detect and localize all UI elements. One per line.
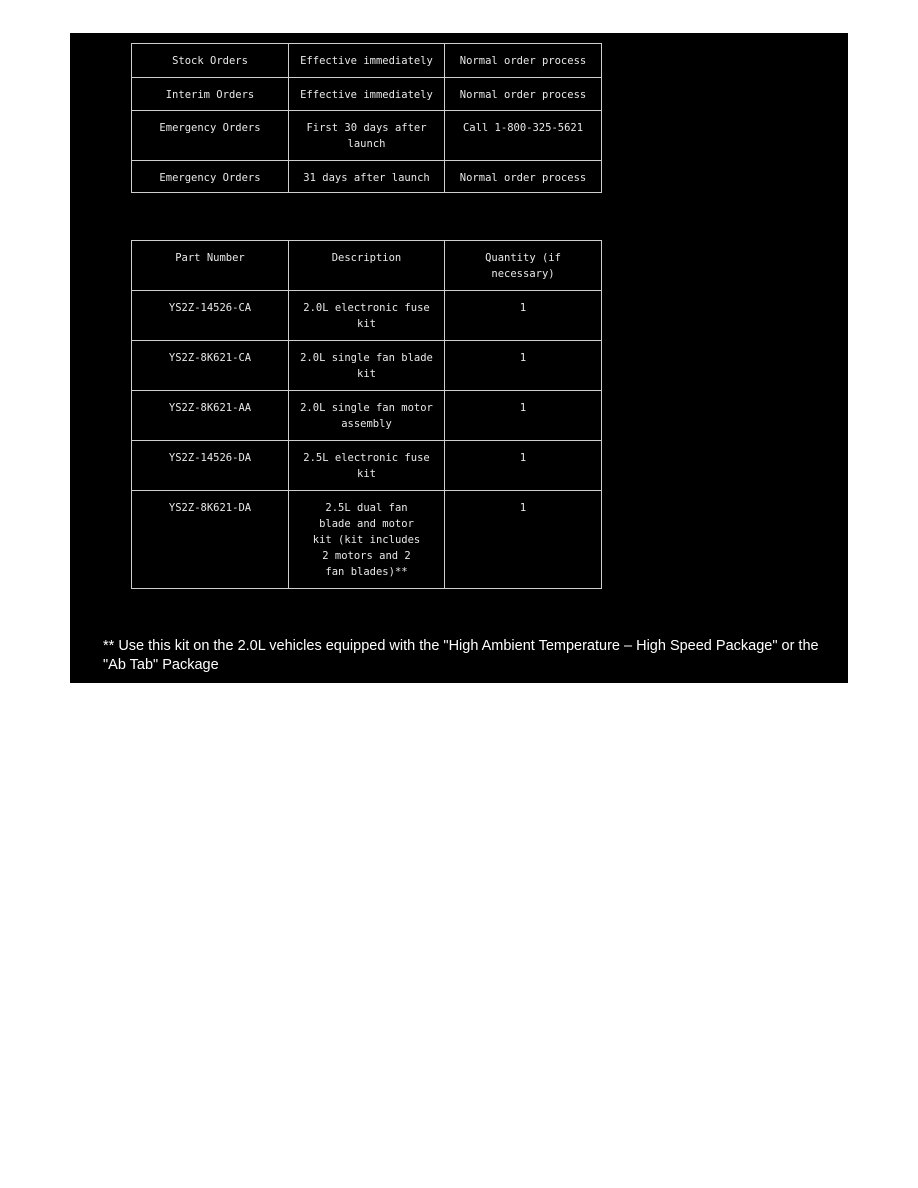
description-cell: 2.0L single fan motor assembly — [289, 391, 445, 441]
order-process-table — [131, 43, 602, 193]
description-cell: 2.5L electronic fuse kit — [289, 441, 445, 491]
table-row — [132, 291, 602, 341]
column-header-quantity: Quantity (if necessary) — [445, 241, 602, 291]
effective-cell: 31 days after launch — [289, 161, 445, 193]
part-number-cell: YS2Z-8K621-AA — [132, 391, 289, 441]
quantity-cell: 1 — [445, 391, 602, 441]
order-type-cell: Stock Orders — [132, 44, 289, 78]
effective-cell: Effective immediately — [289, 78, 445, 111]
process-cell: Normal order process — [445, 161, 602, 193]
description-cell: 2.0L electronic fuse kit — [289, 291, 445, 341]
quantity-cell: 1 — [445, 291, 602, 341]
description-cell: 2.0L single fan blade kit — [289, 341, 445, 391]
table-row — [132, 44, 602, 78]
order-type-cell: Emergency Orders — [132, 161, 289, 193]
column-header-description: Description — [289, 241, 445, 291]
part-number-cell: YS2Z-8K621-DA — [132, 491, 289, 589]
table-row — [132, 161, 602, 193]
table-row — [132, 441, 602, 491]
quantity-cell: 1 — [445, 441, 602, 491]
table-row — [132, 111, 602, 161]
scanned-page-image — [70, 33, 848, 683]
table-row — [132, 78, 602, 111]
process-cell: Call 1-800-325-5621 — [445, 111, 602, 161]
table-row — [132, 391, 602, 441]
column-header-part-number: Part Number — [132, 241, 289, 291]
order-type-cell: Emergency Orders — [132, 111, 289, 161]
process-cell: Normal order process — [445, 44, 602, 78]
effective-cell: First 30 days after launch — [289, 111, 445, 161]
description-cell: 2.5L dual fan blade and motor kit (kit includes 2 motors and 2 fan blades)** — [289, 491, 445, 589]
quantity-cell: 1 — [445, 341, 602, 391]
footnote-text: ** Use this kit on the 2.0L vehicles equipped with the "High Ambient Temperature – High Speed Package" or the "Ab Tab" Package — [103, 638, 819, 673]
part-number-cell: YS2Z-14526-CA — [132, 291, 289, 341]
quantity-cell: 1 — [445, 491, 602, 589]
table-row — [132, 491, 602, 589]
table-row — [132, 341, 602, 391]
part-number-cell: YS2Z-14526-DA — [132, 441, 289, 491]
parts-table — [131, 240, 602, 589]
effective-cell: Effective immediately — [289, 44, 445, 78]
process-cell: Normal order process — [445, 78, 602, 111]
part-number-cell: YS2Z-8K621-CA — [132, 341, 289, 391]
order-type-cell: Interim Orders — [132, 78, 289, 111]
table-header-row — [132, 241, 602, 291]
